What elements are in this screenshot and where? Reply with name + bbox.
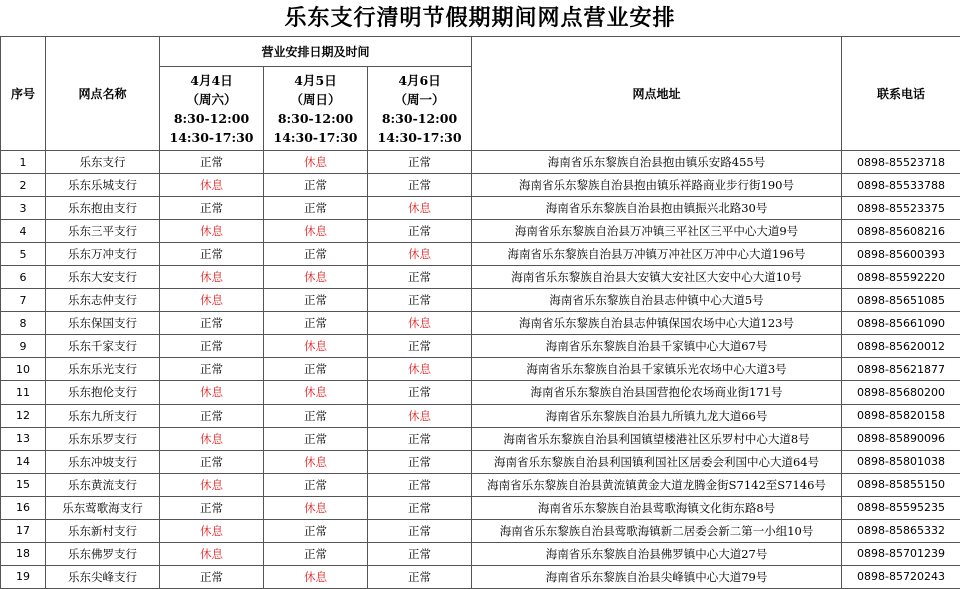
cell-phone: 0898-85608216: [842, 220, 960, 243]
cell-address: 海南省乐东黎族自治县佛罗镇中心大道27号: [472, 542, 842, 565]
cell-day-2-status: 正常: [264, 174, 368, 197]
cell-day-2-status: 正常: [264, 519, 368, 542]
cell-day-1-status: 正常: [160, 496, 264, 519]
table-row: [1, 381, 960, 404]
cell-branch-name: 乐东万冲支行: [46, 243, 160, 266]
table-row: [1, 519, 960, 542]
cell-address: 海南省乐东黎族自治县千家镇中心大道67号: [472, 335, 842, 358]
cell-address: 海南省乐东黎族自治县莺歌海镇新二居委会新二第一小组10号: [472, 519, 842, 542]
table-row: [1, 220, 960, 243]
cell-phone: 0898-85533788: [842, 174, 960, 197]
cell-day-3-status: 正常: [368, 220, 472, 243]
cell-day-3-status: 休息: [368, 404, 472, 427]
cell-day-2-status: 正常: [264, 542, 368, 565]
cell-phone: 0898-85865332: [842, 519, 960, 542]
cell-address: 海南省乐东黎族自治县利国镇利国社区居委会利国中心大道64号: [472, 450, 842, 473]
cell-seq: 14: [1, 450, 46, 473]
schedule-table: [0, 36, 960, 589]
cell-day-1-status: 休息: [160, 266, 264, 289]
cell-day-3-status: 正常: [368, 496, 472, 519]
cell-day-2-status: 正常: [264, 289, 368, 312]
header-date-2-pm: 14:30-17:30: [264, 128, 367, 147]
cell-day-2-status: 正常: [264, 312, 368, 335]
cell-seq: 8: [1, 312, 46, 335]
table-row: [1, 174, 960, 197]
cell-branch-name: 乐东莺歌海支行: [46, 496, 160, 519]
cell-day-2-status: 正常: [264, 404, 368, 427]
cell-branch-name: 乐东新村支行: [46, 519, 160, 542]
cell-day-1-status: 休息: [160, 381, 264, 404]
cell-day-1-status: 休息: [160, 174, 264, 197]
cell-day-1-status: 正常: [160, 450, 264, 473]
header-date-2: [264, 67, 368, 151]
cell-day-1-status: 休息: [160, 473, 264, 496]
cell-day-1-status: 休息: [160, 289, 264, 312]
cell-seq: 15: [1, 473, 46, 496]
cell-branch-name: 乐东乐光支行: [46, 358, 160, 381]
cell-day-2-status: 正常: [264, 243, 368, 266]
table-row: [1, 197, 960, 220]
cell-day-1-status: 正常: [160, 243, 264, 266]
header-schedule-group: 营业安排日期及时间: [160, 37, 472, 67]
cell-seq: 11: [1, 381, 46, 404]
cell-branch-name: 乐东冲坡支行: [46, 450, 160, 473]
cell-day-1-status: 正常: [160, 151, 264, 174]
cell-phone: 0898-85855150: [842, 473, 960, 496]
cell-address: 海南省乐东黎族自治县万冲镇万冲社区万冲中心大道196号: [472, 243, 842, 266]
cell-branch-name: 乐东乐罗支行: [46, 427, 160, 450]
cell-day-1-status: 正常: [160, 335, 264, 358]
cell-seq: 6: [1, 266, 46, 289]
cell-day-3-status: 正常: [368, 450, 472, 473]
cell-day-3-status: 休息: [368, 197, 472, 220]
cell-day-3-status: 正常: [368, 473, 472, 496]
cell-phone: 0898-85523718: [842, 151, 960, 174]
cell-day-2-status: 休息: [264, 220, 368, 243]
cell-address: 海南省乐东黎族自治县万冲镇三平社区三平中心大道9号: [472, 220, 842, 243]
cell-phone: 0898-85600393: [842, 243, 960, 266]
table-row: [1, 565, 960, 588]
cell-seq: 19: [1, 565, 46, 588]
cell-day-1-status: 休息: [160, 542, 264, 565]
cell-branch-name: 乐东抱由支行: [46, 197, 160, 220]
cell-day-1-status: 正常: [160, 197, 264, 220]
cell-day-2-status: 正常: [264, 473, 368, 496]
cell-branch-name: 乐东黄流支行: [46, 473, 160, 496]
cell-address: 海南省乐东黎族自治县抱由镇振兴北路30号: [472, 197, 842, 220]
cell-seq: 1: [1, 151, 46, 174]
cell-seq: 10: [1, 358, 46, 381]
cell-day-3-status: 正常: [368, 151, 472, 174]
cell-day-2-status: 休息: [264, 450, 368, 473]
cell-seq: 9: [1, 335, 46, 358]
cell-day-1-status: 休息: [160, 220, 264, 243]
header-date-3: [368, 67, 472, 151]
cell-address: 海南省乐东黎族自治县志仲镇中心大道5号: [472, 289, 842, 312]
cell-seq: 16: [1, 496, 46, 519]
table-row: [1, 243, 960, 266]
cell-seq: 3: [1, 197, 46, 220]
cell-address: 海南省乐东黎族自治县千家镇乐光农场中心大道3号: [472, 358, 842, 381]
cell-day-2-status: 休息: [264, 151, 368, 174]
cell-seq: 7: [1, 289, 46, 312]
cell-phone: 0898-85720243: [842, 565, 960, 588]
cell-address: 海南省乐东黎族自治县利国镇望楼港社区乐罗村中心大道8号: [472, 427, 842, 450]
cell-phone: 0898-85595235: [842, 496, 960, 519]
cell-seq: 4: [1, 220, 46, 243]
cell-branch-name: 乐东三平支行: [46, 220, 160, 243]
cell-day-2-status: 正常: [264, 427, 368, 450]
cell-address: 海南省乐东黎族自治县志仲镇保国农场中心大道123号: [472, 312, 842, 335]
header-date-1: [160, 67, 264, 151]
table-row: [1, 289, 960, 312]
cell-phone: 0898-85592220: [842, 266, 960, 289]
cell-day-3-status: 休息: [368, 358, 472, 381]
header-address: 网点地址: [472, 37, 842, 151]
header-date-2-am: 8:30-12:00: [264, 109, 367, 128]
cell-day-3-status: 休息: [368, 243, 472, 266]
table-row: [1, 542, 960, 565]
cell-branch-name: 乐东志仲支行: [46, 289, 160, 312]
cell-branch-name: 乐东保国支行: [46, 312, 160, 335]
header-date-3-date: 4月6日: [368, 71, 471, 90]
cell-day-3-status: 正常: [368, 519, 472, 542]
table-row: [1, 312, 960, 335]
table-row: [1, 496, 960, 519]
cell-branch-name: 乐东乐城支行: [46, 174, 160, 197]
cell-day-1-status: 正常: [160, 404, 264, 427]
cell-phone: 0898-85701239: [842, 542, 960, 565]
cell-branch-name: 乐东千家支行: [46, 335, 160, 358]
cell-phone: 0898-85621877: [842, 358, 960, 381]
table-body: [1, 151, 960, 589]
cell-seq: 2: [1, 174, 46, 197]
cell-phone: 0898-85651085: [842, 289, 960, 312]
cell-day-2-status: 正常: [264, 358, 368, 381]
cell-day-2-status: 正常: [264, 197, 368, 220]
table-row: [1, 151, 960, 174]
cell-day-2-status: 休息: [264, 335, 368, 358]
header-date-1-am: 8:30-12:00: [160, 109, 263, 128]
header-date-3-weekday: （周一）: [368, 90, 471, 109]
cell-day-1-status: 正常: [160, 565, 264, 588]
header-date-1-pm: 14:30-17:30: [160, 128, 263, 147]
table-row: [1, 358, 960, 381]
page-title: 乐东支行清明节假期期间网点营业安排: [0, 0, 960, 36]
header-seq: 序号: [1, 37, 46, 151]
cell-seq: 5: [1, 243, 46, 266]
cell-branch-name: 乐东大安支行: [46, 266, 160, 289]
cell-address: 海南省乐东黎族自治县抱由镇乐安路455号: [472, 151, 842, 174]
cell-day-3-status: 正常: [368, 427, 472, 450]
cell-phone: 0898-85523375: [842, 197, 960, 220]
cell-day-3-status: 正常: [368, 542, 472, 565]
cell-address: 海南省乐东黎族自治县国营抱伦农场商业街171号: [472, 381, 842, 404]
cell-day-3-status: 休息: [368, 312, 472, 335]
table-row: [1, 335, 960, 358]
header-date-3-pm: 14:30-17:30: [368, 128, 471, 147]
cell-day-2-status: 休息: [264, 381, 368, 404]
cell-address: 海南省乐东黎族自治县尖峰镇中心大道79号: [472, 565, 842, 588]
cell-branch-name: 乐东支行: [46, 151, 160, 174]
cell-seq: 13: [1, 427, 46, 450]
cell-branch-name: 乐东佛罗支行: [46, 542, 160, 565]
cell-phone: 0898-85661090: [842, 312, 960, 335]
cell-address: 海南省乐东黎族自治县抱由镇乐祥路商业步行街190号: [472, 174, 842, 197]
cell-day-3-status: 正常: [368, 174, 472, 197]
cell-day-1-status: 休息: [160, 519, 264, 542]
cell-day-3-status: 正常: [368, 381, 472, 404]
cell-phone: 0898-85620012: [842, 335, 960, 358]
cell-day-2-status: 休息: [264, 266, 368, 289]
cell-day-2-status: 休息: [264, 565, 368, 588]
cell-day-3-status: 正常: [368, 289, 472, 312]
cell-day-3-status: 正常: [368, 335, 472, 358]
cell-day-1-status: 正常: [160, 312, 264, 335]
cell-phone: 0898-85801038: [842, 450, 960, 473]
header-date-3-am: 8:30-12:00: [368, 109, 471, 128]
cell-phone: 0898-85680200: [842, 381, 960, 404]
table-row: [1, 404, 960, 427]
table-row: [1, 450, 960, 473]
cell-branch-name: 乐东尖峰支行: [46, 565, 160, 588]
header-phone: 联系电话: [842, 37, 960, 151]
cell-day-3-status: 正常: [368, 565, 472, 588]
cell-address: 海南省乐东黎族自治县莺歌海镇文化街东路8号: [472, 496, 842, 519]
table-header: [1, 37, 960, 151]
cell-branch-name: 乐东抱伦支行: [46, 381, 160, 404]
header-branch-name: 网点名称: [46, 37, 160, 151]
cell-day-2-status: 休息: [264, 496, 368, 519]
cell-branch-name: 乐东九所支行: [46, 404, 160, 427]
table-row: [1, 427, 960, 450]
cell-address: 海南省乐东黎族自治县九所镇九龙大道66号: [472, 404, 842, 427]
cell-day-1-status: 休息: [160, 427, 264, 450]
header-date-1-date: 4月4日: [160, 71, 263, 90]
header-date-2-weekday: （周日）: [264, 90, 367, 109]
header-date-1-weekday: （周六）: [160, 90, 263, 109]
table-row: [1, 473, 960, 496]
cell-day-3-status: 正常: [368, 266, 472, 289]
header-date-2-date: 4月5日: [264, 71, 367, 90]
cell-phone: 0898-85890096: [842, 427, 960, 450]
cell-phone: 0898-85820158: [842, 404, 960, 427]
cell-address: 海南省乐东黎族自治县黄流镇黄金大道龙腾金街S7142至S7146号: [472, 473, 842, 496]
cell-address: 海南省乐东黎族自治县大安镇大安社区大安中心大道10号: [472, 266, 842, 289]
table-row: [1, 266, 960, 289]
cell-seq: 17: [1, 519, 46, 542]
cell-day-1-status: 正常: [160, 358, 264, 381]
cell-seq: 18: [1, 542, 46, 565]
cell-seq: 12: [1, 404, 46, 427]
